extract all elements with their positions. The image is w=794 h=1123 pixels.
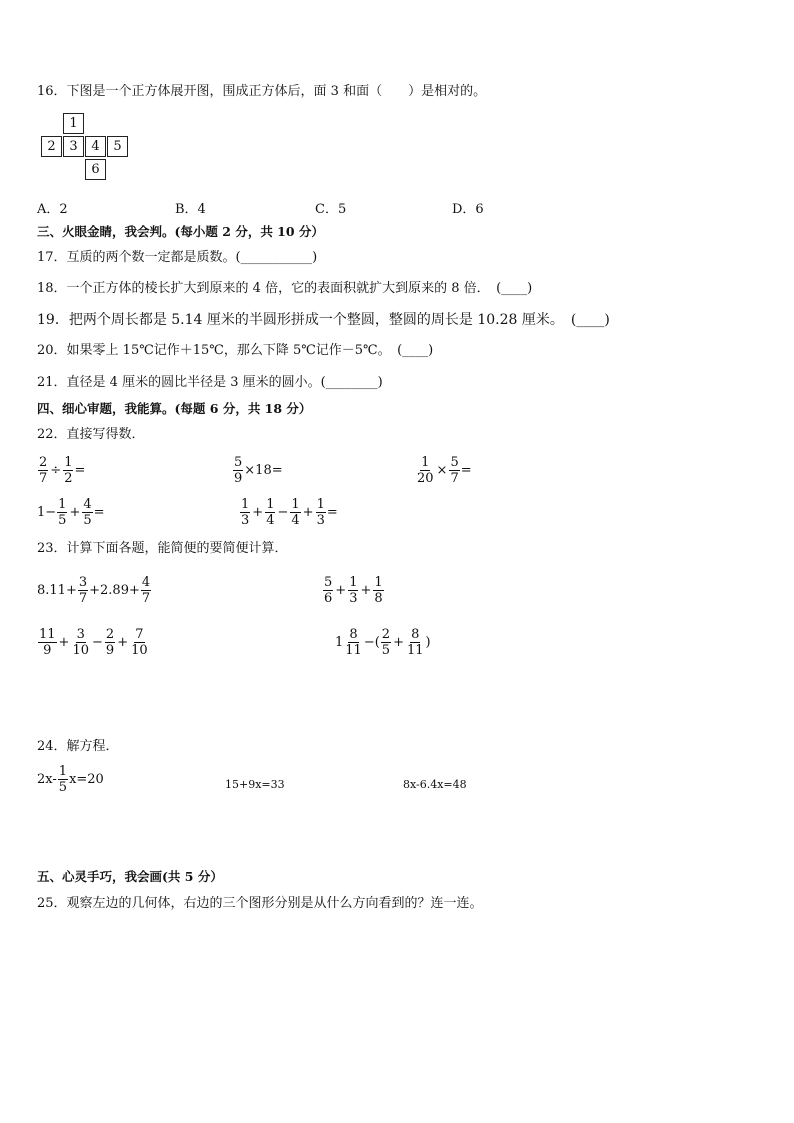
question-23-title: 23．计算下面各题，能简便的要简便计算． xyxy=(37,541,288,556)
section-3-heading: 三、火眼金睛，我会判。(每小题 2 分，共 10 分） xyxy=(37,224,324,239)
net-face-2: 2 xyxy=(41,136,62,157)
net-face-1: 1 xyxy=(63,113,84,134)
q22-expression-4: 1− $\frac{1}{5}$ + $\frac{4}{5}$ = xyxy=(37,497,105,528)
section-5-heading: 五、心灵手巧，我会画(共 5 分） xyxy=(37,869,223,884)
q23-expression-3: $\frac{11}{9}$ + $\frac{3}{10}$ − $\frac{2}{9}$ + $\frac{7}{10}$ xyxy=(39,627,148,658)
option-b: B．4 xyxy=(175,202,206,217)
question-20: 20．如果零上 15℃记作＋15℃，那么下降 5℃记作－5℃。 (____) xyxy=(37,343,434,358)
option-d: D．6 xyxy=(452,202,484,217)
question-19: 19．把两个周长都是 5.14 厘米的半圆形拼成一个整圆，整圆的周长是 10.28 厘米。 (____) xyxy=(37,312,610,328)
net-face-4: 4 xyxy=(85,136,106,157)
section-4-heading: 四、细心审题，我能算。(每题 6 分，共 18 分） xyxy=(37,401,312,416)
option-c: C．5 xyxy=(315,202,347,217)
q23-expression-1: 8.11+ $\frac{3}{7}$ +2.89+ $\frac{4}{7}$ xyxy=(37,575,151,606)
question-24-title: 24．解方程． xyxy=(37,739,119,754)
q24-equation-3: 8x-6.4x=48 xyxy=(403,778,467,791)
cube-net-diagram xyxy=(41,113,133,181)
q24-equation-2: 15+9x=33 xyxy=(225,778,285,791)
net-face-6: 6 xyxy=(85,159,106,180)
net-face-3: 3 xyxy=(63,136,84,157)
q22-expression-3: $\frac{1}{20}$ × $\frac{5}{7}$ = xyxy=(417,455,472,486)
q22-expression-1: $\frac{2}{7}$ ÷ $\frac{1}{2}$ = xyxy=(39,455,86,486)
question-18: 18．一个正方体的棱长扩大到原来的 4 倍，它的表面积就扩大到原来的 8 倍． (____) xyxy=(37,281,533,296)
question-25: 25．观察左边的几何体，右边的三个图形分别是从什么方向看到的？连一连。 xyxy=(37,896,483,911)
question-17: 17．互质的两个数一定都是质数。(___________) xyxy=(37,250,318,265)
q22-expression-2: $\frac{5}{9}$ ×18= xyxy=(234,455,283,486)
net-face-5: 5 xyxy=(107,136,128,157)
q22-expression-5: $\frac{1}{3}$ + $\frac{1}{4}$ − $\frac{1}{4}$ + $\frac{1}{3}$ = xyxy=(241,497,338,528)
q23-expression-4: 1 $\frac{8}{11}$ −( $\frac{2}{5}$ + $\frac{8}{11}$ ) xyxy=(335,627,431,658)
q23-expression-2: $\frac{5}{6}$ + $\frac{1}{3}$ + $\frac{1}{8}$ xyxy=(324,575,383,606)
option-a: A．2 xyxy=(37,202,68,217)
question-22-title: 22．直接写得数． xyxy=(37,427,145,442)
q24-equation-1: 2x- $\frac{1}{5}$ x=20 xyxy=(37,764,104,795)
question-16: 16．下图是一个正方体展开图，围成正方体后，面 3 和面（ ）是相对的。 xyxy=(37,84,487,99)
question-21: 21．直径是 4 厘米的圆比半径是 3 厘米的圆小。(________) xyxy=(37,375,383,390)
